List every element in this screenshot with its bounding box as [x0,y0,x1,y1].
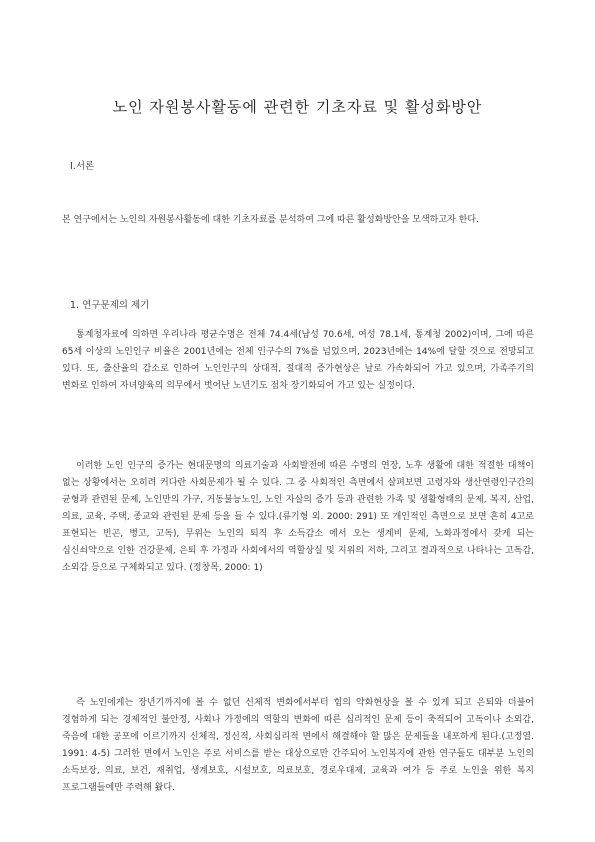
subsection-heading: 1. 연구문제의 제기 [70,300,150,311]
body-paragraph-3: 즉 노인에게는 장년기까지에 볼 수 없던 신체적 변화에서부터 힘의 약화현상을 볼 수 있게 되고 은퇴와 더불어 경험하게 되는 경제적인 불안정, 사회나 가정에의 역할의 변화에 따른 심리적인 문제 등이 축적되어 고독이나 소외감, 죽음에 대한 공포에 이르기까지 신체적, 정신적, 사회심리적 면에서 해결해야 할 많은 문제들을 내포하게 된다.(고정열. 1991: 4-5) 그러한 면에서 노인은 주로 서비스를 받는 대상으로만 간주되어 노인복지에 관한 연구들도 대부분 노인의 소득보장, 의료, 보건, 재취업, 생계보호, 시설보호, 의료보호, 경로우대제, 교육과 여가 등 주로 노인을 위한 복지 프로그램들에만 주력해 왔다. [62,698,534,793]
section-heading: Ⅰ.서론 [70,161,95,172]
document-title: 노인 자원봉사활동에 관련한 기초자료 및 활성화방안 [112,98,483,116]
body-paragraph-2: 이러한 노인 인구의 증가는 현대문명의 의료기술과 사회발전에 따른 수명의 연장, 노후 생활에 대한 적절한 대책이 없는 상황에서는 오히려 커다란 사회문제가 될 수 있다. 그 중 사회적인 측면에서 살펴보면 고령자와 생산연령인구간의 균형과 관련된 문제, 노인만의 가구, 거동불능노인, 노인 자살의 증가 등과 관련한 가족 및 생활형태의 문제, 복지, 산업, 의료, 교육, 주택, 종교와 관련된 문제 등을 들 수 있다.(류기형 외. 2000: 291) 또 개인적인 측면으로 보면 흔히 4고로 표현되는 빈곤, 병고, 고독), 무위는 노인의 퇴직 후 소득감소 에서 오는 생계비 문제, 노화과정에서 갖게 되는 심신쇠약으로 인한 건강문제, 은퇴 후 가정과 사회에서의 역할상실 및 지위의 저하, 그리고 결과적으로 나타나는 고독감, 소외감 등으로 구체화되고 있다. (정창목, 2000: 1) [62,461,534,573]
body-paragraph-1: 통계청자료에 의하면 우리나라 평균수명은 전체 74.4세(남성 70.6세, 여성 78.1세, 통계청 2002)이며, 그에 따른 65세 이상의 노인인구 비율은 2001년에는 전체 인구수의 7%를 넘었으며, 2023년에는 14%에 달할 것으로 전망되고 있다. 또, 출산율의 감소로 인하여 노인인구의 상대적, 절대적 증가현상은 날로 가속화되어 가고 있으며, 가족주기의 변화로 인하여 자녀양육의 의무에서 벗어난 노년기도 점차 장기화되어 가고 있는 실정이다. [62,330,534,391]
intro-paragraph: 본 연구에서는 노인의 자원봉사활동에 대한 기초자료를 분석하여 그에 따른 활성화방안을 모색하고자 한다. [62,215,479,225]
